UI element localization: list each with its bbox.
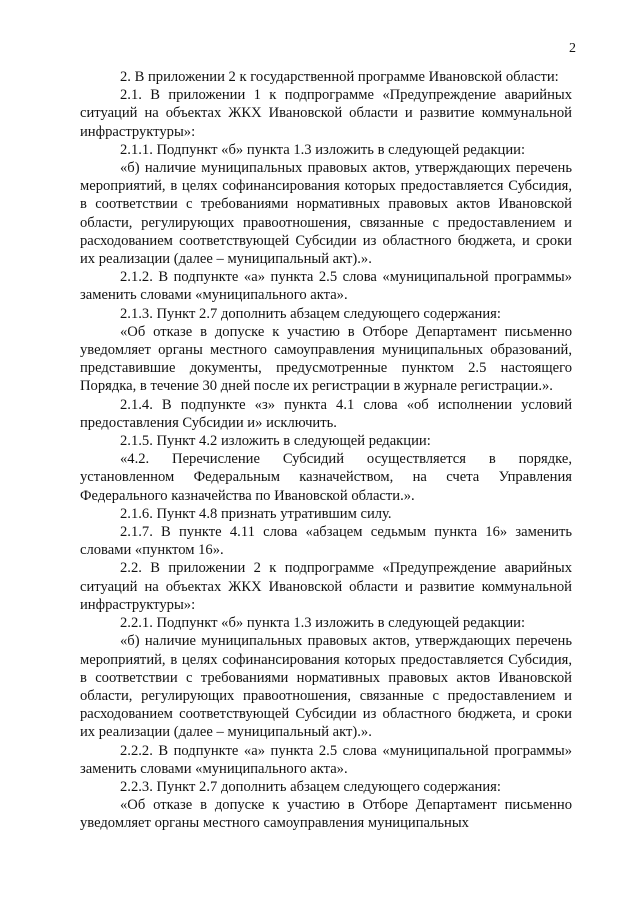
document-body	[80, 68, 572, 833]
paragraph-2-1-5: 2.1.5. Пункт 4.2 изложить в следующей редакции:	[120, 433, 431, 450]
paragraph-2-1-3: 2.1.3. Пункт 2.7 дополнить абзацем следующего содержания:	[120, 305, 501, 322]
paragraph-2-1-6: 2.1.6. Пункт 4.8 признать утратившим силу.	[120, 505, 392, 522]
quote-2-1-5: «4.2. Перечисление Субсидий осуществляется в порядке, установленном Федеральным казначейством, на счета Управления Федерального казначейства по Ивановской области.».	[80, 451, 572, 504]
paragraph-2-2-1: 2.2.1. Подпункт «б» пункта 1.3 изложить в следующей редакции:	[120, 615, 526, 632]
paragraph-2-1-1: 2.1.1. Подпункт «б» пункта 1.3 изложить в следующей редакции:	[120, 141, 526, 158]
paragraph-2-1: 2.1. В приложении 1 к подпрограмме «Предупреждение аварийных ситуаций на объектах ЖКХ Ивановской области и развитие коммунальной инфраструктуры»:	[80, 87, 572, 140]
quote-2-1-3: «Об отказе в допуске к участию в Отборе Департамент письменно уведомляет органы местного самоуправления муниципальных образований, представившие документы, предусмотренные пунктом 2.5 настоящего Порядка, в течение 30 дней после их регистрации в журнале регистрации.».	[80, 323, 572, 395]
paragraph-2: 2. В приложении 2 к государственной программе Ивановской области:	[120, 69, 559, 85]
paragraph-2-1-4: 2.1.4. В подпункте «з» пункта 4.1 слова «об исполнении условий предоставления Субсидии и» исключить.	[80, 396, 572, 431]
quote-2-1-1: «б) наличие муниципальных правовых актов, утверждающих перечень мероприятий, в целях софинансирования которых предоставляется Субсидия, в соответствии с требованиями нормативных правовых актов Ивановской области, регулирующих правоотношения, связанные с предоставлением и расходованием соответствующей Субсидии из областного бюджета, и сроки их реализации (далее – муниципальный акт).».	[80, 160, 572, 268]
paragraph-2-2-2: 2.2.2. В подпункте «а» пункта 2.5 слова «муниципальной программы» заменить словами «муниципального акта».	[80, 742, 572, 777]
paragraph-2-1-7: 2.1.7. В пункте 4.11 слова «абзацем седьмым пункта 16» заменить словами «пунктом 16».	[80, 524, 572, 559]
paragraph-2-2-3: 2.2.3. Пункт 2.7 дополнить абзацем следующего содержания:	[120, 778, 501, 795]
quote-2-2-1: «б) наличие муниципальных правовых актов, утверждающих перечень мероприятий, в целях софинансирования которых предоставляется Субсидия, в соответствии с требованиями нормативных правовых актов Ивановской области, регулирующих правоотношения, связанные с предоставлением и расходованием соответствующей Субсидии из областного бюджета, и сроки их реализации (далее – муниципальный акт).».	[80, 633, 572, 741]
page-number: 2	[569, 41, 576, 56]
paragraph-2-2: 2.2. В приложении 2 к подпрограмме «Предупреждение аварийных ситуаций на объектах ЖКХ Ивановской области и развитие коммунальной инфраструктуры»:	[80, 560, 572, 613]
quote-2-2-3: «Об отказе в допуске к участию в Отборе Департамент письменно уведомляет органы местного самоуправления муниципальных	[80, 797, 572, 832]
paragraph-2-1-2: 2.1.2. В подпункте «а» пункта 2.5 слова «муниципальной программы» заменить словами «муниципального акта».	[80, 269, 572, 304]
